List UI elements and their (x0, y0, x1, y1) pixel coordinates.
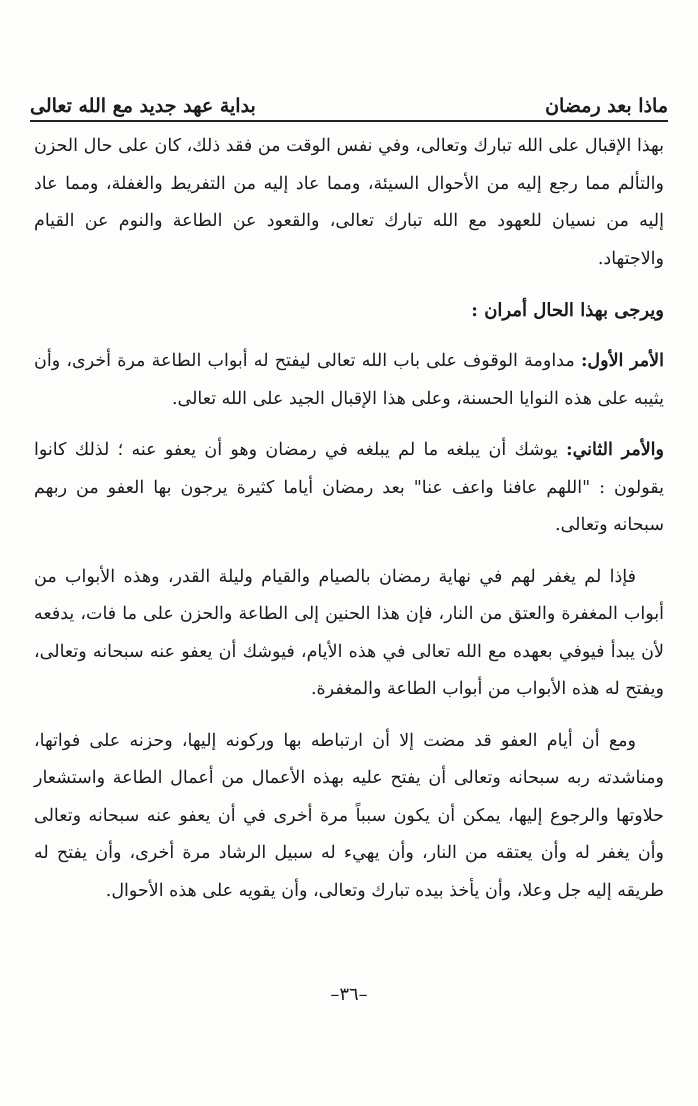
page-body (34, 128, 664, 924)
running-header (30, 78, 668, 122)
paragraph-first-matter (34, 343, 664, 418)
second-matter-text: يوشك أن يبلغه ما لم يبلغه في رمضان وهو أن يعفو عنه ؛ لذلك كانوا يقولون : "اللهم عافنا واعف عنا" بعد رمضان أياما كثيرة يرجون بها العفو من ربهم سبحانه وتعالى. (34, 440, 664, 535)
first-matter-label: الأمر الأول: (580, 351, 664, 371)
book-title: ماذا بعد رمضان (545, 95, 668, 117)
chapter-title: بداية عهد جديد مع الله تعالى (30, 95, 256, 117)
page-number: –٣٦– (330, 984, 368, 1005)
section-heading: ويرجى بهذا الحال أمران : (471, 300, 664, 321)
first-matter-text: مداومة الوقوف على باب الله تعالى ليفتح له أبواب الطاعة مرة أخرى، وأن يثيبه على هذه النوايا الحسنة، وعلى هذا الإقبال الجيد على الله تعالى. (34, 351, 664, 409)
paragraph-intro: بهذا الإقبال على الله تبارك وتعالى، وفي نفس الوقت من فقد ذلك، كان على حال الحزن والتألم مما رجع إليه من الأحوال السيئة، ومما عاد إليه من التفريط والغفلة، ومما عاد إليه من نسيان للعهود مع الله تبارك تعالى، والقعود عن الطاعة والنوم عن القيام والاجتهاد. (34, 136, 664, 269)
paragraph-second-matter (34, 432, 664, 545)
paragraph-days-of-pardon: ومع أن أيام العفو قد مضت إلا أن ارتباطه بها وركونه إليها، وحزنه على فواتها، ومناشدته ربه سبحانه وتعالى أن يفتح عليه بهذه الأعمال من أعمال الطاعة واستشعار حلاوتها والرجوع إليها، يمكن أن يكون سبباً مرة أخرى في أن يعفو عنه سبحانه وتعالى وأن يغفر له وأن يعتقه من النار، وأن يهيء له سبيل الرشاد مرة أخرى، وأن يفتح له طريقه إليه جل وعلا، وأن يأخذ بيده تبارك وتعالى، وأن يقويه على هذه الأحوال. (34, 730, 664, 901)
paragraph-forgiveness: فإذا لم يغفر لهم في نهاية رمضان بالصيام والقيام وليلة القدر، وهذه الأبواب من أبواب المغفرة والعتق من النار، فإن هذا الحنين إلى الطاعة والحزن على ما فات، يدفعه لأن يبدأ فيوفي بعهده مع الله تعالى في هذه الأيام، فيوشك أن يعفو عنه سبحانه وتعالى، ويفتح له هذه الأبواب من أبواب الطاعة والمغفرة. (34, 566, 664, 699)
second-matter-label: والأمر الثاني: (566, 440, 664, 460)
